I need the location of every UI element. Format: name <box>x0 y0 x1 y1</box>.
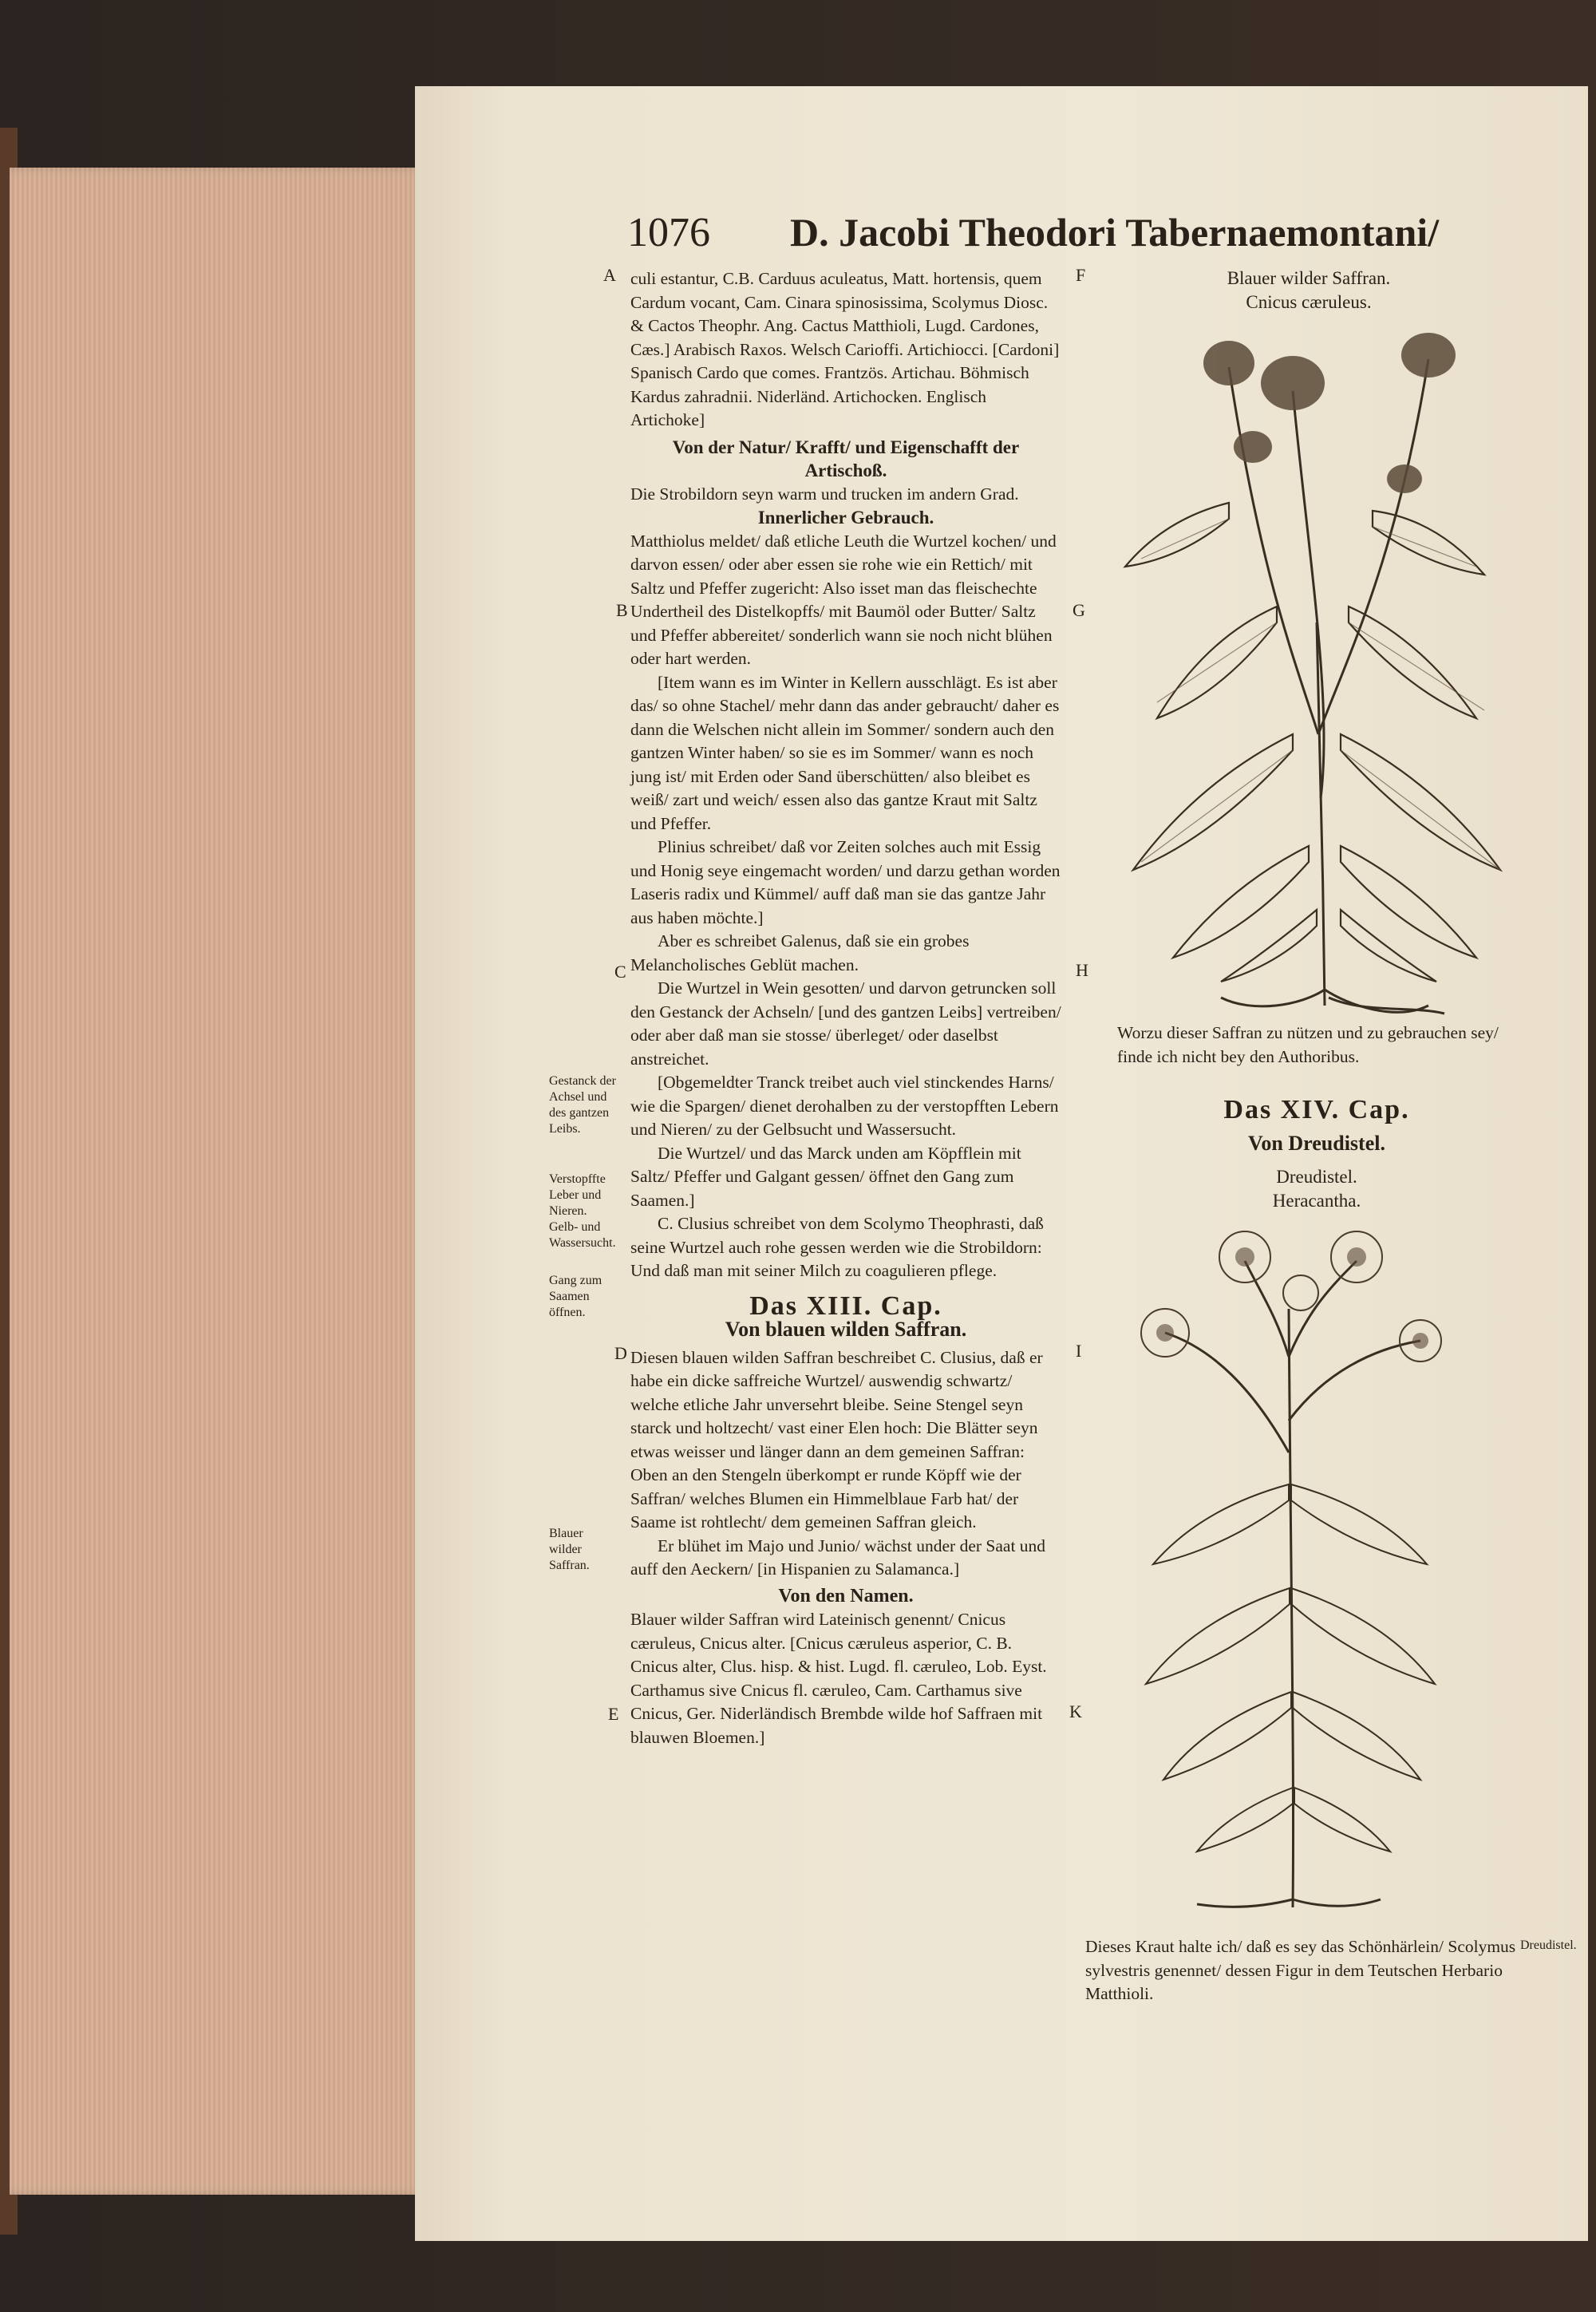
left-column <box>630 267 1061 1749</box>
page-edges <box>10 168 425 2195</box>
paragraph-galenus: Aber es schreibet Galenus, daß sie ein grobes Melancholisches Geblüt machen. <box>630 931 970 974</box>
paragraph-plinius: Plinius schreibet/ daß vor Zeiten solches auch mit Essig und Honig seye eingemacht worden/ und darzu gethan worden Laseris radix und Kümmel/ auff daß man sie das gantze Jahr aus haben möchte.] <box>630 837 1061 927</box>
figure1-note: Worzu dieser Saffran zu nützen und zu gebrauchen sey/ finde ich nicht bey den Authoribus. <box>1117 1023 1499 1066</box>
margin-letter-c: C <box>614 962 626 982</box>
paragraph-saffran-beschreibung: Diesen blauen wilden Saffran beschreibet C. Clusius, daß er habe ein dicke saffreiche Wurtzel/ auswendig schwartz/ welche etliche Jahr unversehrt bleibe. Seine Stengel seyn starck und holtzecht/ vast einer Elen hoch: Die Blätter seyn etwas weisser und länger dann an dem gemeinen Saffran: Oben an den Stengeln überkompt er runde Köpff wie der Saffran/ welches Blumen ein Himmelblaue Farb hat/ der Saame ist rohtlecht/ dem gemeinen Saffran gleich. <box>630 1347 1043 1531</box>
paragraph-bluehet: Er blühet im Majo und Junio/ wächst under der Saat und auff den Aeckern/ [in Hispanien zu Salamanca.] <box>630 1535 1046 1579</box>
side-note-achsel: Gestanck der Achsel und des gantzen Leibs. <box>549 1074 616 1136</box>
paragraph-clusius: C. Clusius schreibet von dem Scolymo Theophrasti, daß seine Wurtzel auch rohe gessen werden wie die Strobildorn: Und daß man mit seiner Milch zu coagulieren pflege. <box>630 1214 1044 1280</box>
running-head: D. Jacobi Theodori Tabernaemontani/ <box>790 210 1440 255</box>
paragraph-matthiolus: Matthiolus meldet/ daß etliche Leuth die Wurtzel kochen/ und darvon essen/ oder aber essen sie rohe wie ein Rettich/ mit Saltz und Pfeffer zugericht: Also isset man das fleischechte Undertheil des Distelkopffs/ mit Baumöl oder Butter/ Saltz und Pfeffer abbereitet/ sonderlich wann sie noch nicht blühen oder hart werden. <box>630 531 1057 668</box>
margin-letter-h: H <box>1076 960 1088 980</box>
margin-letter-k: K <box>1069 1701 1082 1721</box>
side-note-leber: Verstopffte Leber und Nieren. Gelb- und Wassersucht. <box>549 1172 616 1250</box>
margin-letter-d: D <box>614 1343 627 1363</box>
figure-dreudistel-woodcut <box>1117 1213 1468 1915</box>
heading-namen: Von den Namen. <box>778 1585 914 1607</box>
paragraph-intro: culi estantur, C.B. Carduus aculeatus, Matt. hortensis, quem Cardum vocant, Cam. Cinara spinosissima, Scolymus Diosc. & Cactos Theophr. Ang. Cactus Matthioli, Lugd. Cardones, Cæs.] Arabisch Raxos. Welsch Carioffi. Artichiocci. [Cardoni] Spanisch Cardo que comes. Frantzös. Artichau. Böhmisch Kardus zahradnii. Niderländ. Artichocken. Englisch Artichoke] <box>630 269 1060 429</box>
margin-letter-f: F <box>1076 265 1086 285</box>
figure-blauer-saffran-woodcut <box>1109 319 1540 1022</box>
margin-letter-a: A <box>603 265 616 285</box>
chapter-xiv-heading: Das XIV. Cap. <box>1223 1095 1410 1124</box>
figure2-caption-latin: Heracantha. <box>1272 1191 1361 1211</box>
chapter-xiv-title: Von Dreudistel. <box>1248 1132 1385 1155</box>
paragraph-namen: Blauer wilder Saffran wird Lateinisch genennt/ Cnicus cæruleus, Cnicus alter. [Cnicus cæruleus asperior, C. B. Cnicus alter, Clus. hisp. & hist. Lugd. fl. cæruleo, Lob. Eyst. Carthamus sive Cnicus fl. cæruleo, Cam. Carthamus sive Cnicus, Ger. Niderländisch Brembde wilde hof Saffraen mit blauwen Bloemen.] <box>630 1610 1047 1747</box>
paragraph-winter: [Item wann es im Winter in Kellern ausschlägt. Es ist aber das/ so ohne Stachel/ mehr dann das ander gebraucht/ daher es dann die Welschen nicht allein im Sommer/ sondern auch den gantzen Winter haben/ so sie es im Sommer/ wann es noch jung ist/ mit Erden oder Sand überschütten/ also bleibet es weiß/ zart und weich/ essen also das gantze Kraut mit Saltz und Pfeffer. <box>630 672 1060 833</box>
figure1-caption-latin: Cnicus cæruleus. <box>1246 292 1372 312</box>
side-note-blauer: Blauer wilder Saffran. <box>549 1527 590 1572</box>
side-note-gang: Gang zum Saamen öffnen. <box>549 1274 602 1319</box>
paragraph-wurtzel-wein: Die Wurtzel in Wein gesotten/ und darvon getruncken soll den Gestanck der Achseln/ [und des gantzen Leibs] vertreiben/ oder aber daß man sie stosse/ überleget/ oder daselbst anstreichet. <box>630 978 1061 1069</box>
margin-letter-g: G <box>1073 600 1085 620</box>
side-note-dreudistel: Dreudistel. <box>1520 1939 1577 1952</box>
paragraph-tranck: [Obgemeldter Tranck treibet auch viel stinckendes Harns/ wie die Spargen/ dienet derohalben zu der verstopfften Lebern und Nieren/ zu der Gelbsucht und Wassersucht. <box>630 1073 1059 1139</box>
heading-gebrauch: Innerlicher Gebrauch. <box>757 508 934 528</box>
paragraph-schoenhaerlein: Dieses Kraut halte ich/ daß es sey das Schönhärlein/ Scolymus sylvestris genennet/ dessen Figur in dem Teutschen Herbario Matthioli. <box>1085 1937 1516 2003</box>
margin-letter-i: I <box>1076 1341 1082 1361</box>
figure2-caption-german: Dreudistel. <box>1276 1167 1357 1187</box>
chapter-xiii-title: Von blauen wilden Saffran. <box>725 1318 967 1341</box>
chapter-xiii-heading: Das XIII. Cap. <box>749 1290 942 1321</box>
margin-letter-b: B <box>616 600 628 620</box>
paragraph-marck: Die Wurtzel/ und das Marck unden am Köpfflein mit Saltz/ Pfeffer und Galgant gessen/ öffnet den Gang zum Saamen.] <box>630 1143 1021 1210</box>
page-number: 1076 <box>627 210 710 255</box>
figure1-caption-german: Blauer wilder Saffran. <box>1227 268 1391 288</box>
heading-natur: Von der Natur/ Krafft/ und Eigenschafft der Artischoß. <box>672 437 1020 480</box>
margin-letter-e: E <box>608 1704 619 1724</box>
paragraph-natur: Die Strobildorn seyn warm und trucken im andern Grad. <box>630 484 1019 504</box>
